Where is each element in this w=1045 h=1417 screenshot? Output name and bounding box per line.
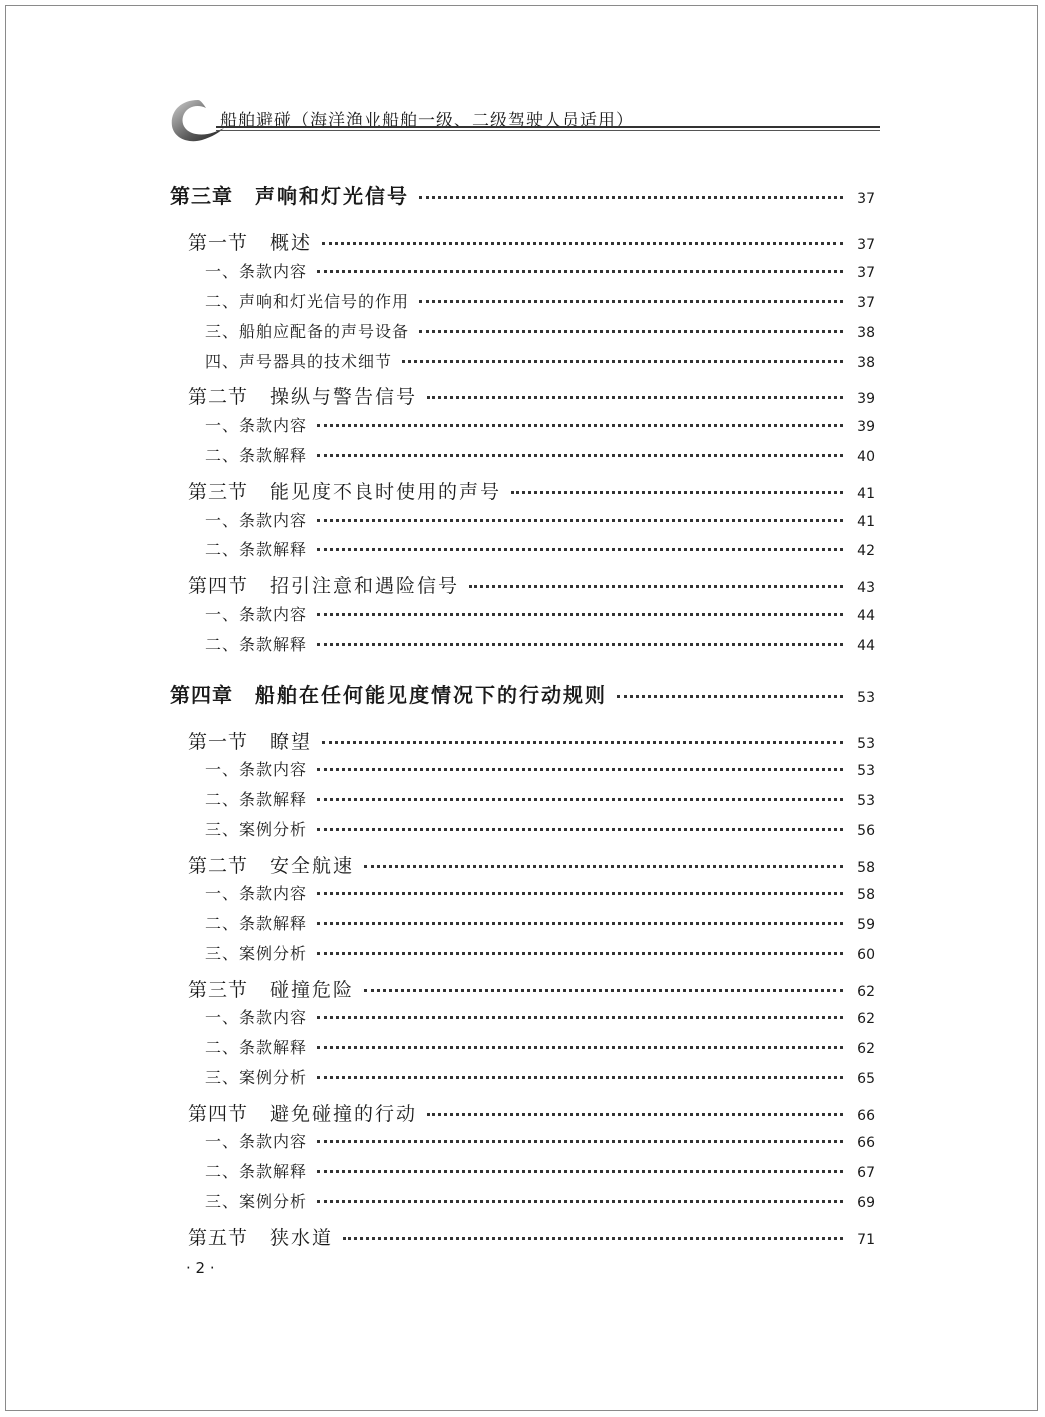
- toc-section-label: 第二节: [188, 855, 249, 877]
- toc-page-number: 42: [857, 543, 875, 559]
- toc-item-title: 二、条款解释: [205, 446, 308, 465]
- toc-page-number: 53: [857, 690, 875, 706]
- toc-page-number: 38: [857, 355, 875, 371]
- toc-section-row[interactable]: [188, 382, 875, 409]
- toc-page-number: 40: [857, 449, 875, 465]
- dot-leader: [317, 548, 843, 551]
- toc-item-title: 一、条款内容: [205, 1008, 308, 1027]
- toc-section-label: 第一节: [188, 731, 249, 753]
- toc-item-title: 一、条款内容: [205, 760, 308, 779]
- toc-page-number: 66: [857, 1108, 875, 1124]
- toc-item-title: 三、案例分析: [205, 944, 308, 963]
- dot-leader: [427, 1113, 843, 1116]
- toc-page-number: 37: [857, 191, 875, 207]
- dot-leader: [317, 1170, 843, 1173]
- toc-page-number: 56: [857, 823, 875, 839]
- toc-item-row[interactable]: [205, 508, 875, 531]
- toc-item-title: 二、条款解释: [205, 1162, 308, 1181]
- dot-leader: [317, 892, 843, 895]
- toc-section-title: 操纵与警告信号: [270, 386, 418, 408]
- toc-item-row[interactable]: [205, 1035, 875, 1058]
- toc-section-row[interactable]: [188, 228, 875, 255]
- toc-item-row[interactable]: [205, 787, 875, 810]
- toc-page-number: 37: [857, 237, 875, 253]
- toc-item-title: 四、声号器具的技术细节: [205, 352, 393, 371]
- toc-section-title: 狭水道: [270, 1227, 334, 1249]
- toc-item-row[interactable]: [205, 1159, 875, 1182]
- dot-leader: [469, 585, 843, 588]
- dot-leader: [317, 1140, 843, 1143]
- dot-leader: [419, 330, 843, 333]
- toc-section-title: 避免碰撞的行动: [270, 1103, 418, 1125]
- toc-chapter-label: 第四章: [170, 683, 233, 707]
- dot-leader: [322, 242, 843, 245]
- dot-leader: [343, 1237, 843, 1240]
- dot-leader: [419, 196, 843, 199]
- toc-page-number: 66: [857, 1135, 875, 1151]
- toc-item-row[interactable]: [205, 1005, 875, 1028]
- toc-section-row[interactable]: [188, 975, 875, 1002]
- toc-chapter-row[interactable]: [170, 679, 875, 708]
- dot-leader: [317, 424, 843, 427]
- dot-leader: [419, 300, 843, 303]
- toc-item-row[interactable]: [205, 881, 875, 904]
- toc-item-row[interactable]: [205, 443, 875, 466]
- toc-item-title: 二、条款解释: [205, 635, 308, 654]
- toc-item-row[interactable]: [205, 817, 875, 840]
- toc-page-number: 41: [857, 486, 875, 502]
- dot-leader: [317, 922, 843, 925]
- toc-page-number: 58: [857, 887, 875, 903]
- toc-item-title: 二、声响和灯光信号的作用: [205, 292, 410, 311]
- toc-chapter-label: 第三章: [170, 184, 233, 208]
- toc-page-number: 62: [857, 1041, 875, 1057]
- toc-item-title: 三、船舶应配备的声号设备: [205, 322, 410, 341]
- toc-item-title: 二、条款解释: [205, 1038, 308, 1057]
- dot-leader: [317, 643, 843, 646]
- toc-section-label: 第四节: [188, 575, 249, 597]
- toc-item-title: 二、条款解释: [205, 540, 308, 559]
- dot-leader: [317, 519, 843, 522]
- toc-item-row[interactable]: [205, 413, 875, 436]
- dot-leader: [317, 768, 843, 771]
- toc-section-title: 安全航速: [270, 855, 355, 877]
- toc-item-row[interactable]: [205, 259, 875, 282]
- toc-item-row[interactable]: [205, 289, 875, 312]
- toc-item-row[interactable]: [205, 941, 875, 964]
- toc-item-title: 三、案例分析: [205, 820, 308, 839]
- toc-item-title: 一、条款内容: [205, 605, 308, 624]
- dot-leader: [317, 270, 843, 273]
- toc-item-row[interactable]: [205, 319, 875, 342]
- toc-chapter-title: 声响和灯光信号: [255, 184, 409, 208]
- toc-chapter-row[interactable]: [170, 180, 875, 209]
- toc-section-title: 能见度不良时使用的声号: [270, 481, 502, 503]
- toc-item-title: 二、条款解释: [205, 790, 308, 809]
- toc-section-label: 第一节: [188, 232, 249, 254]
- header-title: 船舶避碰（海洋渔业船舶一级、二级驾驶人员适用）: [220, 111, 634, 131]
- toc-section-label: 第五节: [188, 1227, 249, 1249]
- toc-page-number: 67: [857, 1165, 875, 1181]
- toc-page-number: 38: [857, 325, 875, 341]
- toc-item-row[interactable]: [205, 632, 875, 655]
- toc-section-row[interactable]: [188, 1099, 875, 1126]
- toc-page-number: 53: [857, 793, 875, 809]
- dot-leader: [317, 1016, 843, 1019]
- dot-leader: [322, 741, 843, 744]
- toc-page-number: 60: [857, 947, 875, 963]
- toc-item-title: 一、条款内容: [205, 262, 308, 281]
- dot-leader: [317, 1046, 843, 1049]
- dot-leader: [317, 1076, 843, 1079]
- dot-leader: [317, 828, 843, 831]
- dot-leader: [402, 360, 843, 363]
- toc-section-row[interactable]: [188, 1223, 875, 1250]
- toc-page-number: 44: [857, 638, 875, 654]
- toc-page-number: 65: [857, 1071, 875, 1087]
- page-number: · 2 ·: [186, 1259, 215, 1277]
- toc-chapter-title: 船舶在任何能见度情况下的行动规则: [255, 683, 607, 707]
- toc-item-title: 三、案例分析: [205, 1192, 308, 1211]
- toc-page-number: 43: [857, 580, 875, 596]
- toc-page-number: 39: [857, 391, 875, 407]
- toc-page-number: 69: [857, 1195, 875, 1211]
- dot-leader: [317, 952, 843, 955]
- toc-item-row[interactable]: [205, 537, 875, 560]
- toc-section-title: 瞭望: [270, 731, 313, 753]
- toc-page-number: 37: [857, 265, 875, 281]
- toc-item-title: 三、案例分析: [205, 1068, 308, 1087]
- toc-item-row[interactable]: [205, 757, 875, 780]
- toc-page-number: 53: [857, 763, 875, 779]
- toc-section-label: 第三节: [188, 481, 249, 503]
- dot-leader: [317, 798, 843, 801]
- toc-section-title: 碰撞危险: [270, 979, 355, 1001]
- toc-page-number: 71: [857, 1232, 875, 1248]
- toc-item-row[interactable]: [205, 911, 875, 934]
- toc-section-row[interactable]: [188, 727, 875, 754]
- toc-page-number: 41: [857, 514, 875, 530]
- toc-item-title: 一、条款内容: [205, 1132, 308, 1151]
- toc-item-row[interactable]: [205, 602, 875, 625]
- toc-section-title: 概述: [270, 232, 313, 254]
- dot-leader: [317, 1200, 843, 1203]
- toc-section-label: 第四节: [188, 1103, 249, 1125]
- toc-page-number: 59: [857, 917, 875, 933]
- toc-section-title: 招引注意和遇险信号: [270, 575, 460, 597]
- toc-item-title: 一、条款内容: [205, 884, 308, 903]
- dot-leader: [427, 396, 843, 399]
- toc-page-number: 62: [857, 1011, 875, 1027]
- toc-item-title: 二、条款解释: [205, 914, 308, 933]
- toc-section-row[interactable]: [188, 851, 875, 878]
- toc-item-row[interactable]: [205, 349, 875, 372]
- dot-leader: [364, 865, 843, 868]
- toc-section-label: 第三节: [188, 979, 249, 1001]
- toc-page-number: 62: [857, 984, 875, 1000]
- toc-page-number: 58: [857, 860, 875, 876]
- toc-page-number: 37: [857, 295, 875, 311]
- toc-item-row[interactable]: [205, 1065, 875, 1088]
- toc-section-row[interactable]: [188, 477, 875, 504]
- toc-item-title: 一、条款内容: [205, 511, 308, 530]
- dot-leader: [364, 989, 843, 992]
- dot-leader: [617, 695, 843, 698]
- toc-item-row[interactable]: [205, 1129, 875, 1152]
- toc-page-number: 44: [857, 608, 875, 624]
- toc-page-number: 39: [857, 419, 875, 435]
- dot-leader: [511, 491, 843, 494]
- toc-section-row[interactable]: [188, 571, 875, 598]
- dot-leader: [317, 454, 843, 457]
- toc-section-label: 第二节: [188, 386, 249, 408]
- toc-page-number: 53: [857, 736, 875, 752]
- toc-item-title: 一、条款内容: [205, 416, 308, 435]
- toc-item-row[interactable]: [205, 1189, 875, 1212]
- dot-leader: [317, 613, 843, 616]
